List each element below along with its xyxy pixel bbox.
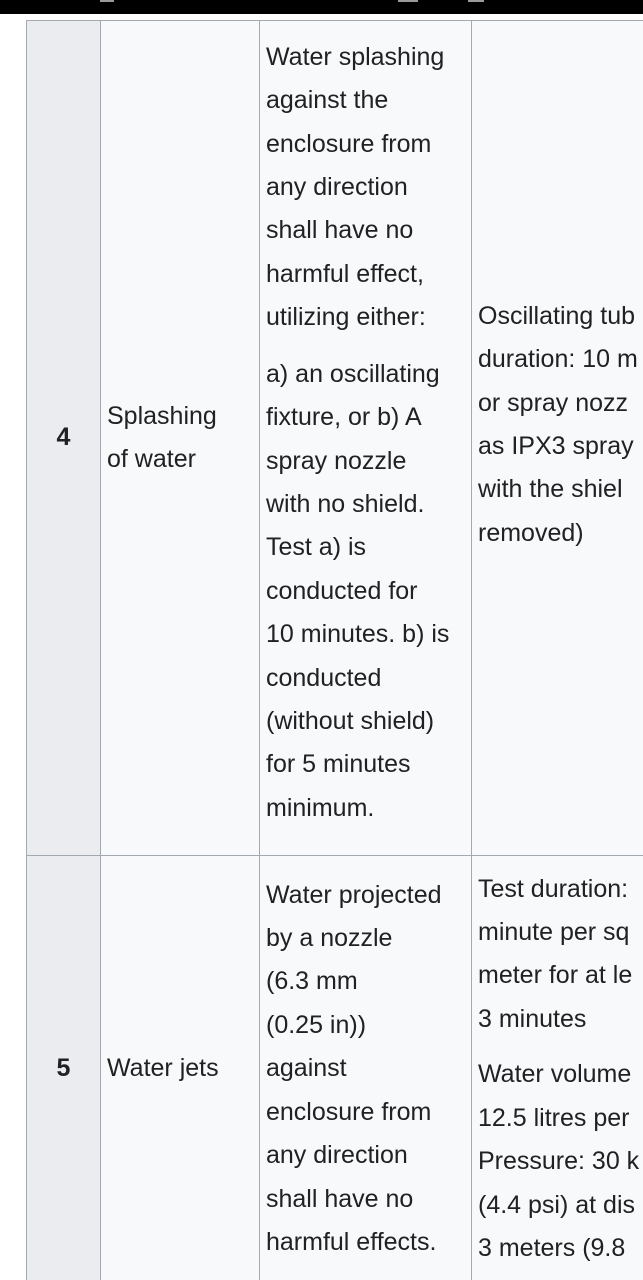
level-value: 5	[56, 1054, 71, 1083]
table-scroll-area[interactable]	[0, 14, 643, 1280]
test-cell	[472, 856, 643, 1280]
table-row	[27, 856, 643, 1280]
description-text: a) an oscillating fixture, or b) A spray nozzle with no shield. Test a) is conducted for 10 minutes. b) is conducted (without shield) for 5 minutes minimum.	[266, 359, 450, 822]
description-text: Water projected by a nozzle (6.3 mm (0.25 in)) against enclosure from any direction shall have no harmful effects.	[266, 880, 442, 1256]
table-row	[27, 21, 643, 856]
description-text: Water splashing against the enclosure from any direction shall have no harmful effect, utilizing either:	[266, 42, 445, 332]
test-cell	[472, 21, 643, 856]
name-cell	[101, 856, 260, 1280]
protection-name: Splashing of water	[107, 401, 217, 473]
level-cell	[27, 856, 101, 1280]
level-value: 4	[56, 423, 71, 452]
ip-rating-table	[26, 20, 643, 1280]
protection-name: Water jets	[107, 1054, 219, 1083]
test-text: Oscillating tub duration: 10 m or spray nozz as IPX3 spray with the shiel removed)	[478, 301, 638, 547]
name-cell	[101, 21, 260, 856]
status-bar-icon	[398, 0, 418, 2]
test-text: Test duration: minute per sq meter for at le 3 minutes	[478, 874, 633, 1033]
description-cell	[260, 21, 472, 856]
status-bar	[0, 0, 643, 14]
test-text: Water volume 12.5 litres per Pressure: 30 k (4.4 psi) at dis 3 meters (9.8	[478, 1060, 640, 1262]
status-bar-icon	[100, 0, 114, 2]
description-cell	[260, 856, 472, 1280]
status-bar-icon	[468, 0, 484, 2]
level-cell	[27, 21, 101, 856]
